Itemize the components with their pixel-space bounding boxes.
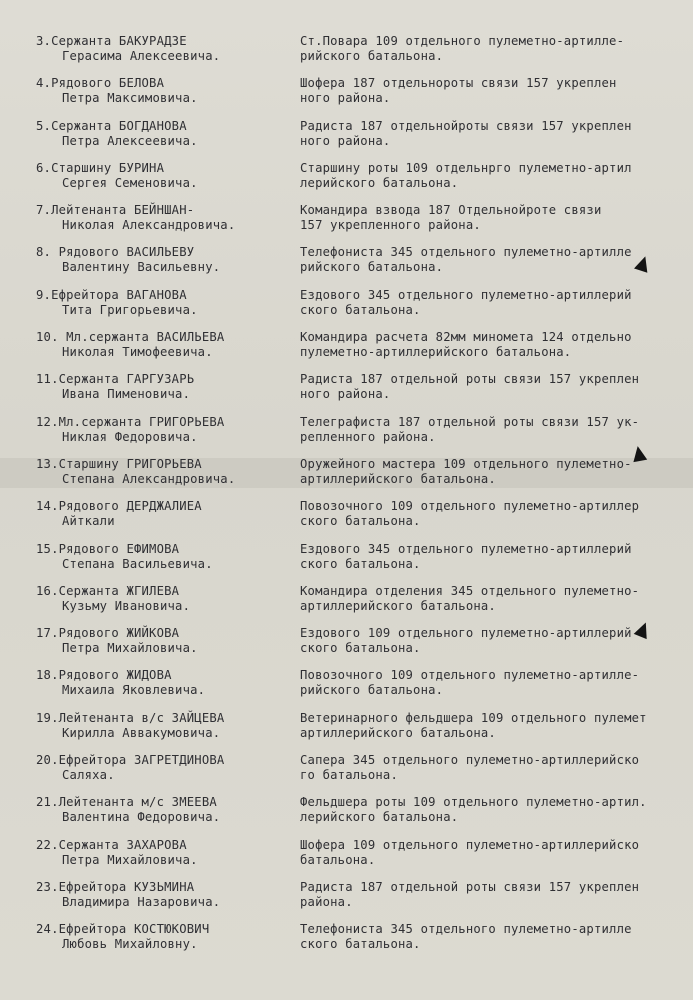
list-item <box>0 795 693 837</box>
position-description-cont: пулеметно-артиллерийского батальона. <box>300 345 572 360</box>
person-given-names: Любовь Михайловну. <box>62 937 198 952</box>
person-rank-surname: 19.Лейтенанта в/с ЗАЙЦЕВА <box>36 710 225 725</box>
person-given-names: Никлая Федоровича. <box>62 429 198 444</box>
position-description: Радиста 187 отдельной роты связи 157 укреплен <box>300 372 640 387</box>
person-rank-surname: 16.Сержанта ЖГИЛЕВА <box>36 583 180 598</box>
award-list <box>0 34 693 965</box>
person-given-names: Тита Григорьевича. <box>62 302 198 317</box>
person-given-names: Герасима Алексеевича. <box>62 49 221 63</box>
position-description: Шофера 187 отдельнороты связи 157 укреплен <box>300 76 617 91</box>
position-description: Командира отделения 345 отдельного пулеметно- <box>300 583 640 598</box>
position-description: Старшину роты 109 отдельнрго пулеметно-артил <box>300 160 632 175</box>
position-description-cont: района. <box>300 894 353 909</box>
position-description: Ездового 345 отдельного пулеметно-артиллерий <box>300 287 632 302</box>
position-description: Ст.Повара 109 отдельного пулеметно-артилле- <box>300 34 625 48</box>
list-item <box>0 372 693 414</box>
person-rank-surname: 7.Лейтенанта БЕЙНШАН- <box>36 203 195 218</box>
person-rank-surname: 14.Рядового ДЕРДЖАЛИЕА <box>36 499 202 514</box>
position-description-cont: лерийского батальона. <box>300 810 459 825</box>
position-description-cont: ского батальона. <box>300 641 421 656</box>
person-rank-surname: 3.Сержанта БАКУРАДЗЕ <box>36 34 187 48</box>
position-description-cont: 157 укрепленного района. <box>300 218 481 233</box>
position-description-cont: репленного района. <box>300 429 436 444</box>
list-item <box>0 288 693 330</box>
person-rank-surname: 15.Рядового ЕФИМОВА <box>36 541 180 556</box>
list-item <box>0 203 693 245</box>
position-description: Радиста 187 отдельнойроты связи 157 укреплен <box>300 118 632 133</box>
position-description: Шофера 109 отдельного пулеметно-артиллерийско <box>300 837 640 852</box>
position-description-cont: рийского батальона. <box>300 49 444 63</box>
list-item <box>0 161 693 203</box>
person-rank-surname: 24.Ефрейтора КОСТЮКОВИЧ <box>36 922 210 937</box>
person-given-names: Сергея Семеновича. <box>62 175 198 190</box>
position-description-cont: ского батальона. <box>300 302 421 317</box>
ink-mark <box>631 445 647 462</box>
person-rank-surname: 13.Старшину ГРИГОРЬЕВА <box>36 456 202 471</box>
position-description: Телефониста 345 отдельного пулеметно-артилле <box>300 245 632 260</box>
position-description-cont: артиллерийского батальона. <box>300 725 496 740</box>
person-given-names: Петра Михайловича. <box>62 641 198 656</box>
person-rank-surname: 8. Рядового ВАСИЛЬЕВУ <box>36 245 195 260</box>
position-description: Фельдшера роты 109 отдельного пулеметно-артил. <box>300 795 647 810</box>
person-rank-surname: 4.Рядового БЕЛОВА <box>36 76 165 91</box>
position-description: Повозочного 109 отдельного пулеметно-артилле- <box>300 668 640 683</box>
person-rank-surname: 21.Лейтенанта м/с ЗМЕЕВА <box>36 795 217 810</box>
list-item <box>0 76 693 118</box>
position-description-cont: го батальона. <box>300 768 398 783</box>
position-description: Телеграфиста 187 отдельной роты связи 157 ук- <box>300 414 640 429</box>
person-given-names: Петра Алексеевича. <box>62 133 198 148</box>
position-description-cont: ского батальона. <box>300 937 421 952</box>
person-rank-surname: 22.Сержанта ЗАХАРОВА <box>36 837 187 852</box>
position-description: Сапера 345 отдельного пулеметно-артиллерийско <box>300 753 640 768</box>
list-item <box>0 34 693 76</box>
person-rank-surname: 9.Ефрейтора ВАГАНОВА <box>36 287 187 302</box>
list-item <box>0 542 693 584</box>
list-item <box>0 457 693 499</box>
person-rank-surname: 23.Ефрейтора КУЗЬМИНА <box>36 879 195 894</box>
person-given-names: Кирилла Аввакумовича. <box>62 725 221 740</box>
person-given-names: Валентину Васильевну. <box>62 260 221 275</box>
person-given-names: Степана Александровича. <box>62 471 236 486</box>
person-rank-surname: 11.Сержанта ГАРГУЗАРЬ <box>36 372 195 387</box>
person-rank-surname: 10. Мл.сержанта ВАСИЛЬЕВА <box>36 330 225 345</box>
position-description: Ветеринарного фельдшера 109 отдельного пулемет <box>300 710 647 725</box>
person-given-names: Петра Михайловича. <box>62 852 198 867</box>
position-description: Радиста 187 отдельной роты связи 157 укреплен <box>300 879 640 894</box>
list-item <box>0 245 693 287</box>
list-item <box>0 499 693 541</box>
list-item <box>0 415 693 457</box>
position-description: Ездового 109 отдельного пулеметно-артиллерий <box>300 626 632 641</box>
person-given-names: Ивана Пименовича. <box>62 387 191 402</box>
position-description-cont: лерийского батальона. <box>300 175 459 190</box>
position-description-cont: ного района. <box>300 387 391 402</box>
list-item <box>0 330 693 372</box>
list-item <box>0 711 693 753</box>
position-description-cont: ского батальона. <box>300 514 421 529</box>
position-description-cont: рийского батальона. <box>300 683 444 698</box>
list-item <box>0 668 693 710</box>
position-description: Командира расчета 82мм миномета 124 отдельно <box>300 330 632 345</box>
person-given-names: Николая Александровича. <box>62 218 236 233</box>
person-rank-surname: 17.Рядового ЖИЙКОВА <box>36 626 180 641</box>
position-description-cont: рийского батальона. <box>300 260 444 275</box>
list-item <box>0 626 693 668</box>
list-item <box>0 119 693 161</box>
person-given-names: Степана Васильевича. <box>62 556 213 571</box>
person-rank-surname: 12.Мл.сержанта ГРИГОРЬЕВА <box>36 414 225 429</box>
person-given-names: Петра Максимовича. <box>62 91 198 106</box>
person-given-names: Николая Тимофеевича. <box>62 345 213 360</box>
position-description-cont: ного района. <box>300 133 391 148</box>
list-item <box>0 584 693 626</box>
list-item <box>0 838 693 880</box>
position-description-cont: артиллерийского батальона. <box>300 598 496 613</box>
person-given-names: Кузьму Ивановича. <box>62 598 191 613</box>
position-description: Оружейного мастера 109 отдельного пулеметно- <box>300 456 632 471</box>
position-description-cont: батальона. <box>300 852 376 867</box>
list-item <box>0 880 693 922</box>
position-description: Командира взвода 187 Отдельнойроте связи <box>300 203 602 218</box>
position-description: Повозочного 109 отдельного пулеметно-артиллер <box>300 499 640 514</box>
position-description-cont: ного района. <box>300 91 391 106</box>
person-rank-surname: 18.Рядового ЖИДОВА <box>36 668 172 683</box>
person-given-names: Валентина Федоровича. <box>62 810 221 825</box>
position-description: Ездового 345 отдельного пулеметно-артиллерий <box>300 541 632 556</box>
person-given-names: Саляха. <box>62 768 115 783</box>
list-item <box>0 753 693 795</box>
person-given-names: Айткали <box>62 514 115 529</box>
position-description: Телефониста 345 отдельного пулеметно-артилле <box>300 922 632 937</box>
person-given-names: Владимира Назаровича. <box>62 894 221 909</box>
person-rank-surname: 6.Старшину БУРИНА <box>36 160 165 175</box>
position-description-cont: артиллерийского батальона. <box>300 471 496 486</box>
list-item <box>0 922 693 964</box>
person-given-names: Михаила Яковлевича. <box>62 683 206 698</box>
position-description-cont: ского батальона. <box>300 556 421 571</box>
person-rank-surname: 5.Сержанта БОГДАНОВА <box>36 118 187 133</box>
person-rank-surname: 20.Ефрейтора ЗАГРЕТДИНОВА <box>36 753 225 768</box>
